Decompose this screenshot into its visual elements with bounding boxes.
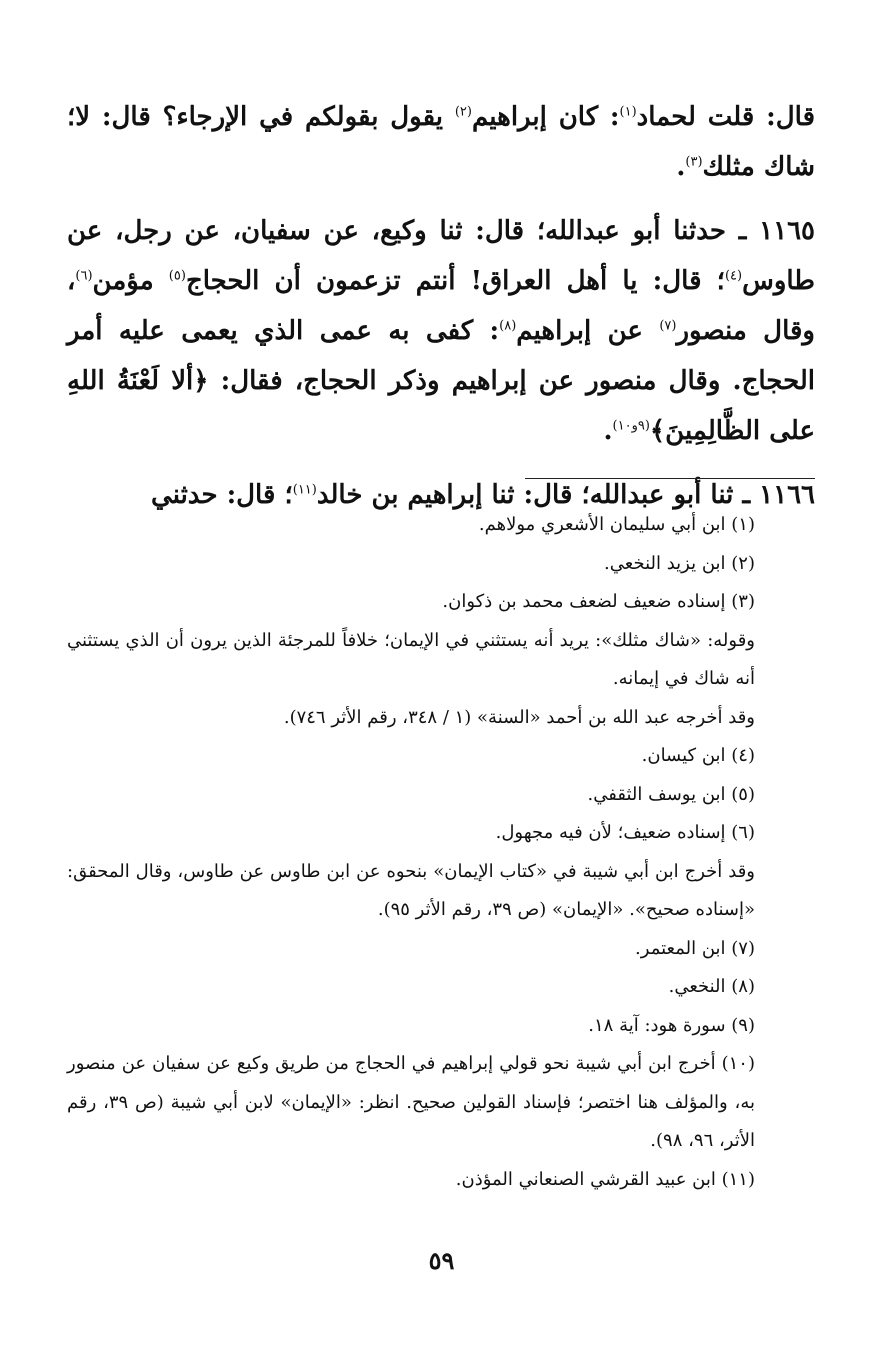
- text: ـ ثنا أبو عبدالله؛ قال: ثنا إبراهيم بن خالد: [316, 480, 760, 510]
- text: ؛ قال: يا أهل العراق! أنتم تزعمون أن الحجاج: [185, 266, 725, 296]
- footnote-ref-4: (٤): [724, 268, 743, 284]
- paragraph-1: [67, 92, 815, 192]
- footnote-ref-9-10: (٩و١٠): [612, 418, 650, 434]
- text: ؛ قال: حدثني: [151, 480, 293, 510]
- text: ، وقال منصور: [67, 266, 815, 346]
- footnote-4: (٤) ابن كيسان.: [641, 745, 755, 766]
- footnote-10: (١٠) أخرج ابن أبي شيبة نحو قولي إبراهيم في الحجاج من طريق وكيع عن سفيان عن منصور به، والمؤلف هنا اختصر؛ فإسناد القولين صحيح. انظر: «الإيمان» لابن أبي شيبة (ص ٣٩، رقم الأثر، ٩٦، ٩٨).: [67, 1053, 755, 1151]
- text: : كفى به عمى الذي يعمى عليه أمر الحجاج. وقال منصور عن إبراهيم وذكر الحجاج، فقال: ﴿ألا لَعْنَةُ اللهِ على الظَّالِمِينَ﴾: [67, 316, 815, 446]
- text: يقول بقولكم في الإرجاء؟ قال: لا؛ شاك مثلك: [67, 102, 815, 182]
- athar-number: ١١٦٦: [759, 480, 815, 510]
- footnote-5: (٥) ابن يوسف الثقفي.: [587, 783, 755, 805]
- footnote-6: (٦) إسناده ضعيف؛ لأن فيه مجهول.: [495, 822, 755, 843]
- footnote-ref-5: (٥): [168, 268, 186, 284]
- footnote-2: (٢) ابن يزيد النخعي.: [604, 552, 755, 574]
- footnote-divider: [525, 478, 815, 479]
- text: مؤمن: [92, 266, 169, 296]
- footnote-7: (٧) ابن المعتمر.: [635, 937, 755, 959]
- main-text: [67, 92, 815, 534]
- footnote-ref-7: (٧): [659, 318, 677, 334]
- footnote-6-source: وقد أخرج ابن أبي شيبة في «كتاب الإيمان» بنحوه عن ابن طاوس عن طاوس، وقال المحقق: «إسناده صحيح». «الإيمان» (ص ٣٩، رقم الأثر ٩٥).: [67, 860, 755, 920]
- paragraph-1165: [67, 206, 815, 456]
- text: .: [603, 416, 613, 446]
- text: عن إبراهيم: [516, 316, 660, 346]
- footnote-1: (١) ابن أبي سليمان الأشعري مولاهم.: [478, 514, 755, 535]
- text: : كان إبراهيم: [471, 102, 620, 132]
- footnotes: [67, 506, 815, 1199]
- footnote-3-comment: وقوله: «شاك مثلك»: يريد أنه يستثني في الإيمان؛ خلافاً للمرجئة الذين يرون أن الذي يستثني أنه شاك في إيمانه.: [67, 629, 755, 689]
- footnote-ref-11: (١١): [292, 482, 317, 498]
- text: قال: قلت لحماد: [636, 102, 815, 132]
- text: ـ حدثنا أبو عبدالله؛ قال: ثنا وكيع، عن سفيان، عن رجل، عن طاوس: [67, 216, 816, 296]
- footnote-ref-3: (٣): [685, 154, 703, 170]
- footnote-ref-6: (٦): [75, 268, 93, 284]
- athar-number: ١١٦٥: [759, 216, 815, 246]
- footnote-ref-1: (١): [619, 104, 637, 120]
- footnote-9: (٩) سورة هود: آية ١٨.: [588, 1014, 755, 1036]
- text: .: [676, 152, 686, 182]
- page-number: ٥٩: [428, 1246, 455, 1275]
- footnote-ref-2: (٢): [454, 104, 472, 120]
- footnote-11: (١١) ابن عبيد القرشي الصنعاني المؤذن.: [455, 1168, 755, 1190]
- footnote-8: (٨) النخعي.: [668, 976, 755, 997]
- footnote-ref-8: (٨): [499, 318, 517, 334]
- footnote-3-source: وقد أخرجه عبد الله بن أحمد «السنة» (١ / ٣٤٨، رقم الأثر ٧٤٦).: [283, 706, 755, 728]
- footnote-3: (٣) إسناده ضعيف لضعف محمد بن ذكوان.: [442, 591, 755, 612]
